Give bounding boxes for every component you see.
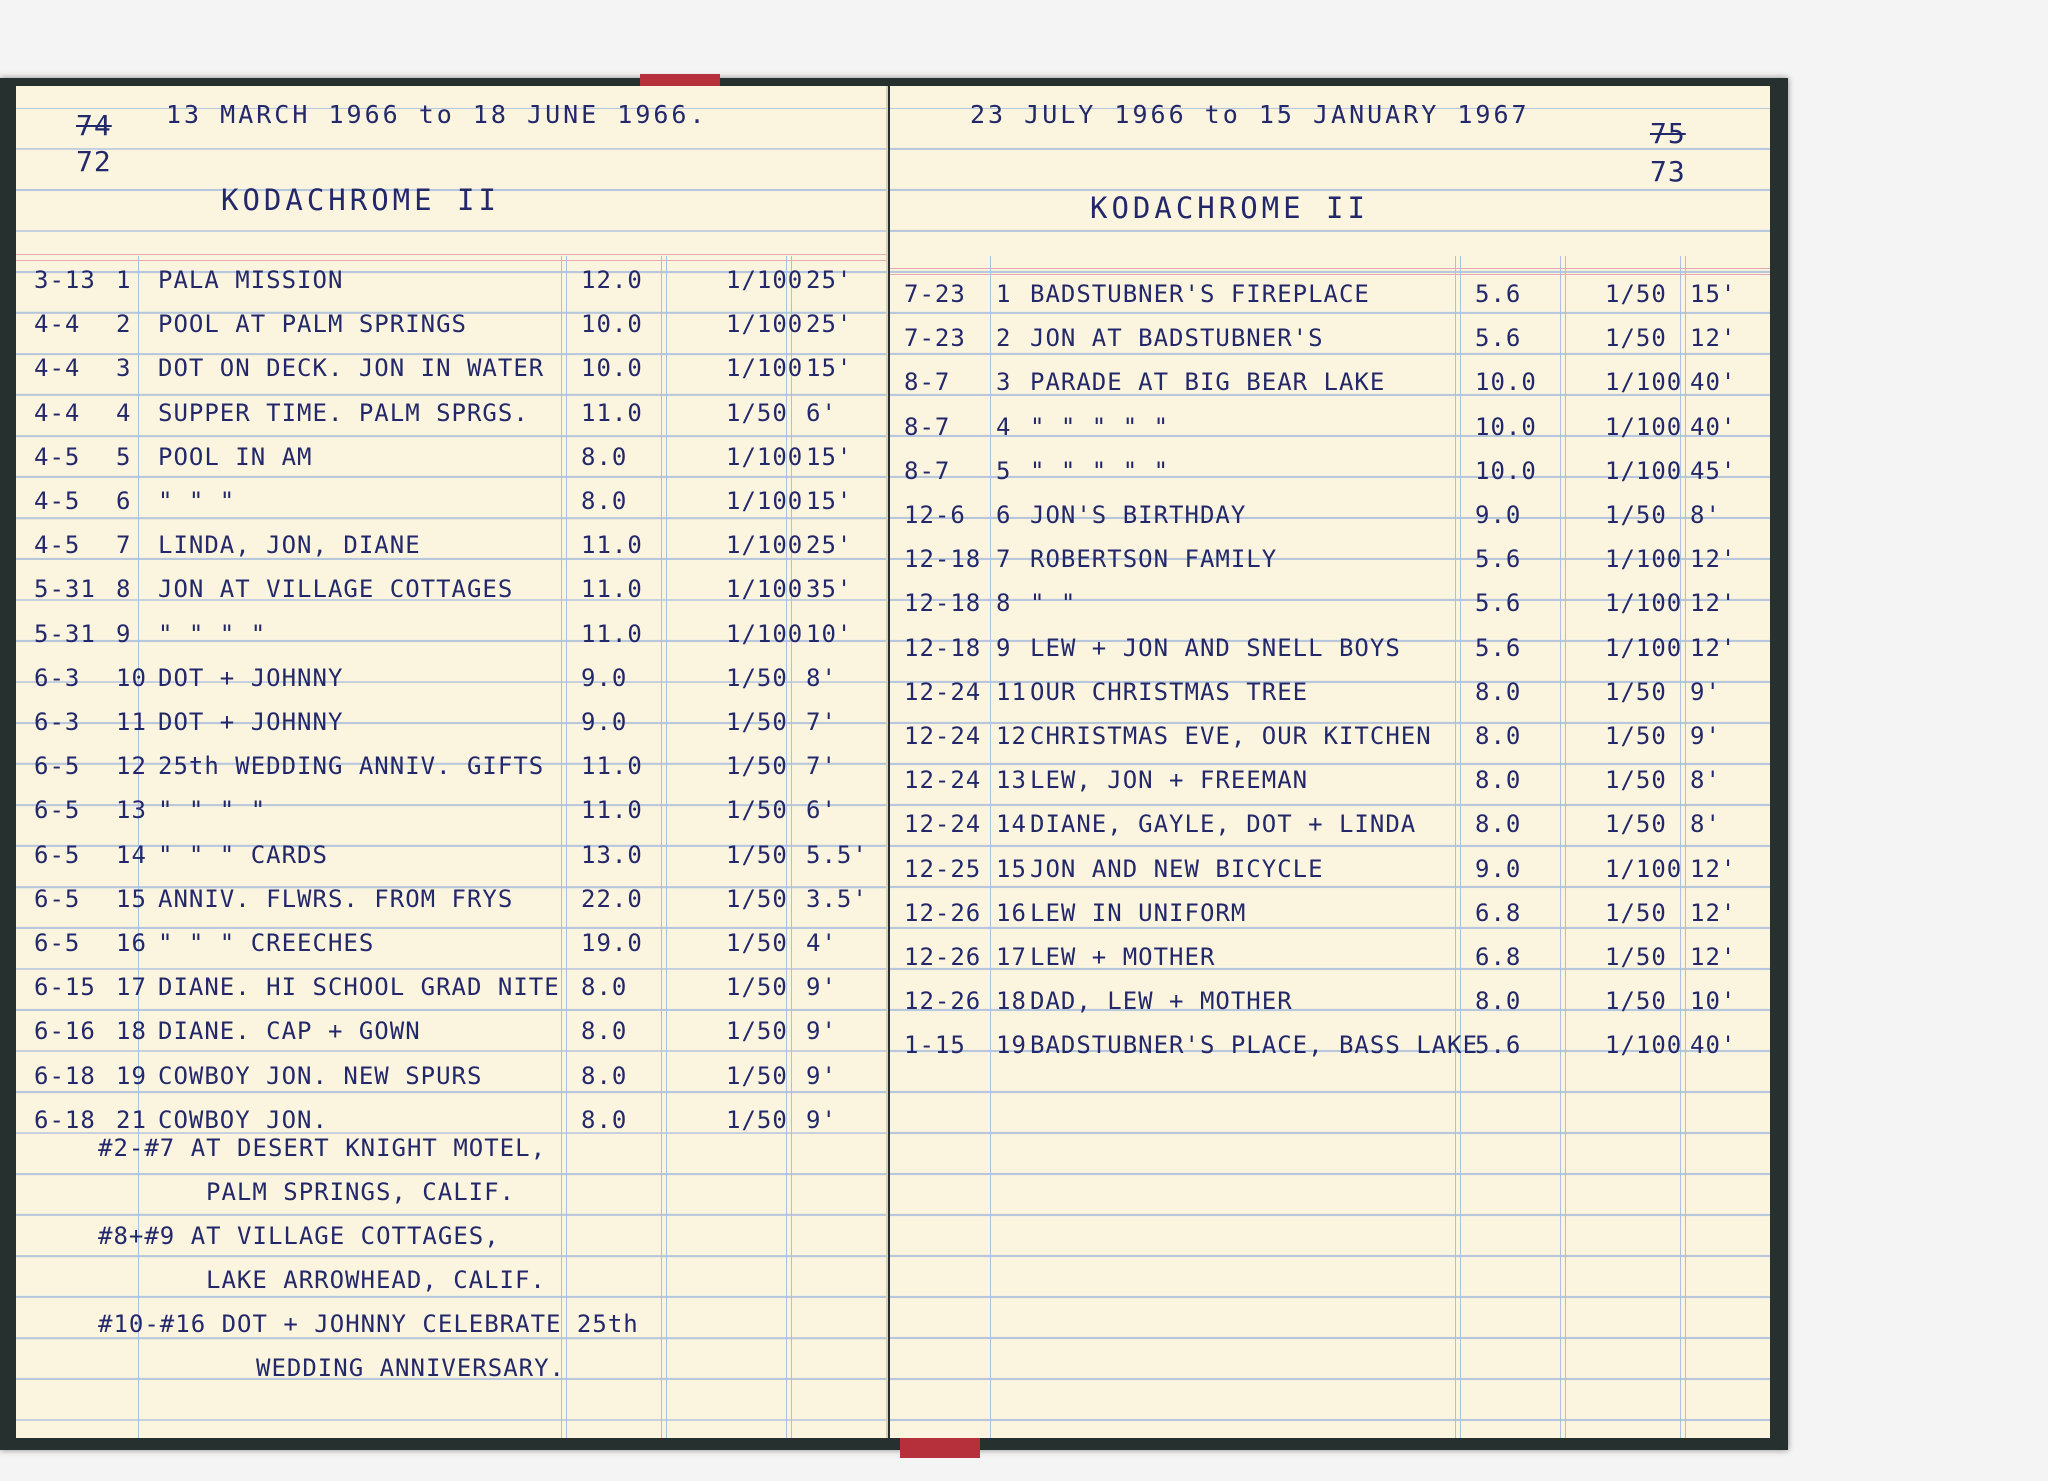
- shutter-speed-cell: 1/50: [726, 1017, 788, 1046]
- date-cell: 12-24: [904, 722, 982, 750]
- subject-cell: JON AND NEW BICYCLE: [1030, 854, 1324, 883]
- shutter-speed-cell: 1/50: [726, 796, 788, 825]
- note-line: PALM SPRINGS, CALIF.: [206, 1178, 515, 1206]
- frame-number-cell: 10: [116, 663, 147, 692]
- subject-cell: LEW, JON + FREEMAN: [1030, 766, 1309, 795]
- distance-cell: 40': [1690, 368, 1737, 397]
- aperture-cell: 8.0: [1475, 722, 1522, 750]
- subject-cell: DIANE, GAYLE, DOT + LINDA: [1030, 810, 1417, 839]
- shutter-speed-cell: 1/50: [1605, 766, 1667, 795]
- frame-number-cell: 16: [996, 898, 1027, 927]
- aperture-cell: 8.0: [581, 1105, 628, 1134]
- column-rule: [661, 256, 667, 1438]
- aperture-cell: 5.6: [1475, 324, 1522, 353]
- shutter-speed-cell: 1/100: [1605, 1031, 1683, 1060]
- date-cell: 12-24: [904, 810, 982, 839]
- aperture-cell: 8.0: [1475, 677, 1522, 706]
- shutter-speed-cell: 1/50: [726, 663, 788, 692]
- aperture-cell: 10.0: [581, 354, 643, 383]
- subject-cell: DIANE. HI SCHOOL GRAD NITE: [158, 973, 560, 1002]
- aperture-cell: 5.6: [1475, 545, 1522, 574]
- shutter-speed-cell: 1/100: [1605, 456, 1683, 485]
- subject-cell: SUPPER TIME. PALM SPRGS.: [158, 398, 529, 427]
- frame-number-cell: 7: [996, 545, 1012, 574]
- subject-cell: 25th WEDDING ANNIV. GIFTS: [158, 752, 545, 781]
- date-cell: 4-4: [34, 398, 81, 427]
- aperture-cell: 5.6: [1475, 280, 1522, 308]
- shutter-speed-cell: 1/100: [726, 487, 804, 515]
- subject-cell: CHRISTMAS EVE, OUR KITCHEN: [1030, 722, 1432, 750]
- aperture-cell: 5.6: [1475, 1031, 1522, 1060]
- distance-cell: 9': [806, 973, 837, 1002]
- aperture-cell: 9.0: [1475, 501, 1522, 529]
- subject-cell: ROBERTSON FAMILY: [1030, 545, 1278, 574]
- shutter-speed-cell: 1/50: [1605, 722, 1667, 750]
- frame-number-cell: 3: [996, 368, 1012, 397]
- shutter-speed-cell: 1/50: [1605, 943, 1667, 971]
- shutter-speed-cell: 1/50: [1605, 677, 1667, 706]
- date-cell: 5-31: [34, 619, 96, 648]
- distance-cell: 9': [1690, 677, 1721, 706]
- date-range-heading: 13 MARCH 1966 to 18 JUNE 1966.: [166, 100, 708, 129]
- subject-cell: PARADE AT BIG BEAR LAKE: [1030, 368, 1386, 397]
- aperture-cell: 11.0: [581, 752, 643, 781]
- aperture-cell: 22.0: [581, 884, 643, 913]
- distance-cell: 9': [1690, 722, 1721, 750]
- date-cell: 6-5: [34, 929, 81, 957]
- aperture-cell: 11.0: [581, 531, 643, 560]
- date-cell: 12-18: [904, 589, 982, 618]
- distance-cell: 12': [1690, 898, 1737, 927]
- distance-cell: 6': [806, 398, 837, 427]
- distance-cell: 12': [1690, 633, 1737, 662]
- date-cell: 8-7: [904, 456, 951, 485]
- date-cell: 6-3: [34, 663, 81, 692]
- subject-cell: OUR CHRISTMAS TREE: [1030, 677, 1309, 706]
- frame-number-cell: 12: [996, 722, 1027, 750]
- note-line: #8+#9 AT VILLAGE COTTAGES,: [98, 1222, 500, 1250]
- date-cell: 6-5: [34, 796, 81, 825]
- date-cell: 4-5: [34, 487, 81, 515]
- shutter-speed-cell: 1/50: [726, 840, 788, 869]
- subject-cell: COWBOY JON. NEW SPURS: [158, 1061, 483, 1090]
- frame-number-cell: 13: [996, 766, 1027, 795]
- date-cell: 7-23: [904, 280, 966, 308]
- distance-cell: 7': [806, 752, 837, 781]
- aperture-cell: 5.6: [1475, 589, 1522, 618]
- column-rule: [1560, 256, 1566, 1438]
- date-cell: 12-18: [904, 633, 982, 662]
- frame-number-cell: 1: [116, 266, 132, 294]
- date-range-heading: 23 JULY 1966 to 15 JANUARY 1967: [970, 100, 1530, 129]
- frame-number-cell: 15: [116, 884, 147, 913]
- shutter-speed-cell: 1/100: [726, 266, 804, 294]
- subject-cell: ANNIV. FLWRS. FROM FRYS: [158, 884, 514, 913]
- distance-cell: 15': [806, 442, 853, 471]
- shutter-speed-cell: 1/50: [1605, 280, 1667, 308]
- date-cell: 5-31: [34, 575, 96, 604]
- aperture-cell: 19.0: [581, 929, 643, 957]
- date-cell: 6-18: [34, 1061, 96, 1090]
- frame-number-cell: 11: [116, 708, 147, 736]
- distance-cell: 12': [1690, 545, 1737, 574]
- distance-cell: 15': [806, 487, 853, 515]
- frame-number-cell: 17: [116, 973, 147, 1002]
- distance-cell: 8': [1690, 766, 1721, 795]
- shutter-speed-cell: 1/50: [1605, 810, 1667, 839]
- shutter-speed-cell: 1/50: [726, 398, 788, 427]
- date-cell: 1-15: [904, 1031, 966, 1060]
- aperture-cell: 6.8: [1475, 943, 1522, 971]
- shutter-speed-cell: 1/50: [726, 973, 788, 1002]
- date-cell: 6-5: [34, 884, 81, 913]
- shutter-speed-cell: 1/50: [726, 1105, 788, 1134]
- date-cell: 12-24: [904, 766, 982, 795]
- aperture-cell: 13.0: [581, 840, 643, 869]
- column-rule: [990, 256, 991, 1438]
- subject-cell: DAD, LEW + MOTHER: [1030, 987, 1293, 1016]
- shutter-speed-cell: 1/50: [726, 884, 788, 913]
- distance-cell: 4': [806, 929, 837, 957]
- column-rule: [1455, 256, 1461, 1438]
- date-cell: 6-18: [34, 1105, 96, 1134]
- shutter-speed-cell: 1/50: [1605, 501, 1667, 529]
- old-page-number: 75: [1650, 117, 1686, 150]
- shutter-speed-cell: 1/50: [726, 708, 788, 736]
- date-cell: 12-18: [904, 545, 982, 574]
- subject-cell: LEW + MOTHER: [1030, 943, 1216, 971]
- aperture-cell: 11.0: [581, 619, 643, 648]
- subject-cell: COWBOY JON.: [158, 1105, 328, 1134]
- aperture-cell: 10.0: [1475, 368, 1537, 397]
- distance-cell: 12': [1690, 324, 1737, 353]
- frame-number-cell: 1: [996, 280, 1012, 308]
- frame-number-cell: 14: [116, 840, 147, 869]
- aperture-cell: 8.0: [1475, 810, 1522, 839]
- aperture-cell: 8.0: [1475, 987, 1522, 1016]
- frame-number-cell: 6: [116, 487, 132, 515]
- date-cell: 3-13: [34, 266, 96, 294]
- distance-cell: 9': [806, 1017, 837, 1046]
- distance-cell: 3.5': [806, 884, 868, 913]
- aperture-cell: 9.0: [581, 708, 628, 736]
- shutter-speed-cell: 1/100: [726, 619, 804, 648]
- page-number: 73: [1650, 155, 1686, 188]
- date-cell: 12-6: [904, 501, 966, 529]
- date-cell: 8-7: [904, 412, 951, 441]
- aperture-cell: 8.0: [581, 1061, 628, 1090]
- frame-number-cell: 13: [116, 796, 147, 825]
- date-cell: 6-3: [34, 708, 81, 736]
- distance-cell: 12': [1690, 943, 1737, 971]
- subject-cell: " " " ": [158, 619, 267, 648]
- film-type-heading: KODACHROME II: [221, 183, 500, 217]
- subject-cell: " " " " ": [1030, 456, 1170, 485]
- shutter-speed-cell: 1/50: [1605, 898, 1667, 927]
- distance-cell: 8': [1690, 501, 1721, 529]
- date-cell: 4-5: [34, 442, 81, 471]
- aperture-cell: 8.0: [581, 442, 628, 471]
- aperture-cell: 6.8: [1475, 898, 1522, 927]
- subject-cell: LINDA, JON, DIANE: [158, 531, 421, 560]
- distance-cell: 8': [1690, 810, 1721, 839]
- shutter-speed-cell: 1/100: [1605, 633, 1683, 662]
- distance-cell: 12': [1690, 854, 1737, 883]
- note-line: #10-#16 DOT + JOHNNY CELEBRATE 25th: [98, 1310, 639, 1338]
- date-cell: 4-5: [34, 531, 81, 560]
- frame-number-cell: 6: [996, 501, 1012, 529]
- distance-cell: 45': [1690, 456, 1737, 485]
- date-cell: 12-24: [904, 677, 982, 706]
- frame-number-cell: 3: [116, 354, 132, 383]
- subject-cell: LEW IN UNIFORM: [1030, 898, 1247, 927]
- distance-cell: 15': [806, 354, 853, 383]
- frame-number-cell: 9: [116, 619, 132, 648]
- frame-number-cell: 19: [996, 1031, 1027, 1060]
- frame-number-cell: 5: [116, 442, 132, 471]
- aperture-cell: 5.6: [1475, 633, 1522, 662]
- note-line: #2-#7 AT DESERT KNIGHT MOTEL,: [98, 1134, 547, 1162]
- date-cell: 4-4: [34, 310, 81, 339]
- aperture-cell: 9.0: [581, 663, 628, 692]
- frame-number-cell: 2: [996, 324, 1012, 353]
- frame-number-cell: 4: [116, 398, 132, 427]
- distance-cell: 10': [1690, 987, 1737, 1016]
- subject-cell: BADSTUBNER'S FIREPLACE: [1030, 280, 1370, 308]
- subject-cell: " ": [1030, 589, 1077, 618]
- distance-cell: 9': [806, 1061, 837, 1090]
- frame-number-cell: 11: [996, 677, 1027, 706]
- date-cell: 12-26: [904, 987, 982, 1016]
- subject-cell: " " " CARDS: [158, 840, 328, 869]
- shutter-speed-cell: 1/50: [1605, 987, 1667, 1016]
- date-cell: 4-4: [34, 354, 81, 383]
- aperture-cell: 10.0: [1475, 412, 1537, 441]
- distance-cell: 6': [806, 796, 837, 825]
- shutter-speed-cell: 1/50: [1605, 324, 1667, 353]
- subject-cell: DOT ON DECK. JON IN WATER: [158, 354, 545, 383]
- subject-cell: POOL IN AM: [158, 442, 313, 471]
- old-page-number: 74: [76, 109, 112, 142]
- frame-number-cell: 4: [996, 412, 1012, 441]
- frame-number-cell: 9: [996, 633, 1012, 662]
- subject-cell: DIANE. CAP + GOWN: [158, 1017, 421, 1046]
- right-page: [890, 86, 1770, 1438]
- shutter-speed-cell: 1/100: [1605, 412, 1683, 441]
- distance-cell: 15': [1690, 280, 1737, 308]
- shutter-speed-cell: 1/100: [726, 575, 804, 604]
- distance-cell: 9': [806, 1105, 837, 1134]
- frame-number-cell: 8: [116, 575, 132, 604]
- date-cell: 6-15: [34, 973, 96, 1002]
- aperture-cell: 8.0: [581, 487, 628, 515]
- aperture-cell: 11.0: [581, 575, 643, 604]
- aperture-cell: 11.0: [581, 398, 643, 427]
- page-number: 72: [76, 145, 112, 178]
- shutter-speed-cell: 1/100: [1605, 545, 1683, 574]
- note-line: LAKE ARROWHEAD, CALIF.: [206, 1266, 546, 1294]
- frame-number-cell: 5: [996, 456, 1012, 485]
- subject-cell: " " " ": [158, 796, 267, 825]
- aperture-cell: 8.0: [581, 1017, 628, 1046]
- shutter-speed-cell: 1/100: [1605, 589, 1683, 618]
- film-type-heading: KODACHROME II: [1090, 191, 1369, 225]
- aperture-cell: 11.0: [581, 796, 643, 825]
- frame-number-cell: 21: [116, 1105, 147, 1134]
- shutter-speed-cell: 1/100: [1605, 854, 1683, 883]
- frame-number-cell: 14: [996, 810, 1027, 839]
- shutter-speed-cell: 1/100: [726, 354, 804, 383]
- date-cell: 6-16: [34, 1017, 96, 1046]
- shutter-speed-cell: 1/50: [726, 1061, 788, 1090]
- distance-cell: 5.5': [806, 840, 868, 869]
- frame-number-cell: 2: [116, 310, 132, 339]
- distance-cell: 35': [806, 575, 853, 604]
- distance-cell: 12': [1690, 589, 1737, 618]
- frame-number-cell: 17: [996, 943, 1027, 971]
- subject-cell: JON'S BIRTHDAY: [1030, 501, 1247, 529]
- distance-cell: 8': [806, 663, 837, 692]
- date-cell: 8-7: [904, 368, 951, 397]
- date-cell: 6-5: [34, 752, 81, 781]
- shutter-speed-cell: 1/50: [726, 929, 788, 957]
- left-page: [16, 86, 888, 1438]
- distance-cell: 7': [806, 708, 837, 736]
- header-red-rule: [890, 268, 1770, 275]
- subject-cell: PALA MISSION: [158, 266, 344, 294]
- aperture-cell: 10.0: [1475, 456, 1537, 485]
- date-cell: 6-5: [34, 840, 81, 869]
- subject-cell: JON AT BADSTUBNER'S: [1030, 324, 1324, 353]
- subject-cell: " " " " ": [1030, 412, 1170, 441]
- distance-cell: 10': [806, 619, 853, 648]
- distance-cell: 40': [1690, 1031, 1737, 1060]
- shutter-speed-cell: 1/100: [726, 531, 804, 560]
- aperture-cell: 10.0: [581, 310, 643, 339]
- frame-number-cell: 15: [996, 854, 1027, 883]
- distance-cell: 25': [806, 310, 853, 339]
- header-red-rule: [16, 254, 886, 261]
- subject-cell: " " ": [158, 487, 236, 515]
- note-line: WEDDING ANNIVERSARY.: [256, 1354, 565, 1382]
- frame-number-cell: 19: [116, 1061, 147, 1090]
- date-cell: 7-23: [904, 324, 966, 353]
- subject-cell: JON AT VILLAGE COTTAGES: [158, 575, 514, 604]
- frame-number-cell: 12: [116, 752, 147, 781]
- shutter-speed-cell: 1/100: [1605, 368, 1683, 397]
- shutter-speed-cell: 1/100: [726, 442, 804, 471]
- subject-cell: BADSTUBNER'S PLACE, BASS LAKE: [1030, 1031, 1479, 1060]
- date-cell: 12-26: [904, 898, 982, 927]
- aperture-cell: 12.0: [581, 266, 643, 294]
- date-cell: 12-25: [904, 854, 982, 883]
- frame-number-cell: 7: [116, 531, 132, 560]
- subject-cell: LEW + JON AND SNELL BOYS: [1030, 633, 1401, 662]
- aperture-cell: 9.0: [1475, 854, 1522, 883]
- shutter-speed-cell: 1/50: [726, 752, 788, 781]
- date-cell: 12-26: [904, 943, 982, 971]
- shutter-speed-cell: 1/100: [726, 310, 804, 339]
- frame-number-cell: 18: [996, 987, 1027, 1016]
- distance-cell: 25': [806, 266, 853, 294]
- frame-number-cell: 18: [116, 1017, 147, 1046]
- subject-cell: DOT + JOHNNY: [158, 708, 344, 736]
- subject-cell: " " " CREECHES: [158, 929, 375, 957]
- subject-cell: POOL AT PALM SPRINGS: [158, 310, 467, 339]
- frame-number-cell: 16: [116, 929, 147, 957]
- frame-number-cell: 8: [996, 589, 1012, 618]
- distance-cell: 25': [806, 531, 853, 560]
- column-rule: [561, 256, 567, 1438]
- aperture-cell: 8.0: [581, 973, 628, 1002]
- distance-cell: 40': [1690, 412, 1737, 441]
- subject-cell: DOT + JOHNNY: [158, 663, 344, 692]
- aperture-cell: 8.0: [1475, 766, 1522, 795]
